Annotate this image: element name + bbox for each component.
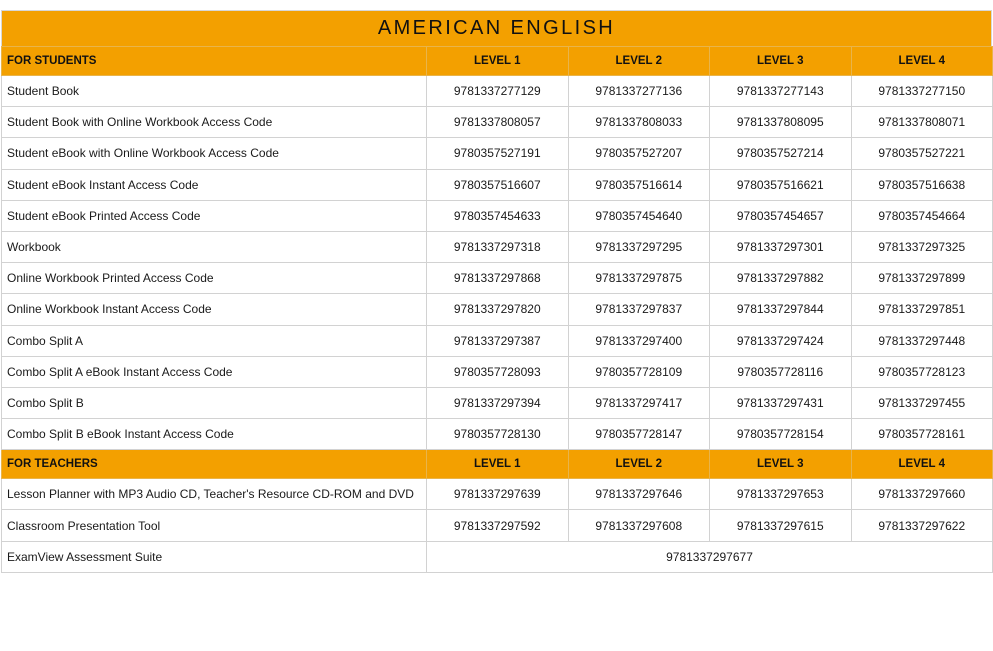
- isbn-cell-level-1: 9781337297394: [427, 387, 569, 418]
- teachers-level-4-header: LEVEL 4: [851, 450, 993, 479]
- isbn-cell-level-1: 9780357516607: [427, 169, 569, 200]
- isbn-cell-level-2: 9781337297837: [568, 294, 710, 325]
- product-name-cell: Student eBook Instant Access Code: [2, 169, 427, 200]
- teachers-level-2-header: LEVEL 2: [568, 450, 710, 479]
- product-name-cell: Student eBook Printed Access Code: [2, 200, 427, 231]
- students-level-2-header: LEVEL 2: [568, 47, 710, 76]
- product-name-cell: Combo Split A: [2, 325, 427, 356]
- product-name-cell: Classroom Presentation Tool: [2, 510, 427, 541]
- table-row: [2, 169, 993, 200]
- product-name-cell: Student eBook with Online Workbook Access Code: [2, 138, 427, 169]
- isbn-cell-level-2: 9781337297417: [568, 387, 710, 418]
- table-row: [2, 356, 993, 387]
- table-row: [2, 76, 993, 107]
- isbn-cell-level-4: 9781337297448: [851, 325, 993, 356]
- teachers-section-label: FOR TEACHERS: [2, 450, 427, 479]
- isbn-cell-level-3: 9781337297615: [710, 510, 852, 541]
- isbn-cell-level-4: 9781337277150: [851, 76, 993, 107]
- isbn-cell-level-1: 9780357728130: [427, 419, 569, 450]
- isbn-cell-level-1: 9780357527191: [427, 138, 569, 169]
- isbn-cell-level-4: 9780357516638: [851, 169, 993, 200]
- product-name-cell: Lesson Planner with MP3 Audio CD, Teacher's Resource CD-ROM and DVD: [2, 479, 427, 510]
- product-name-cell: Combo Split A eBook Instant Access Code: [2, 356, 427, 387]
- isbn-cell-level-1: 9781337277129: [427, 76, 569, 107]
- isbn-cell-level-4: 9781337297455: [851, 387, 993, 418]
- isbn-cell-level-3: 9780357728154: [710, 419, 852, 450]
- table-row: [2, 541, 993, 572]
- product-name-cell: Combo Split B eBook Instant Access Code: [2, 419, 427, 450]
- isbn-cell-level-3: 9781337297882: [710, 263, 852, 294]
- isbn-table: [1, 46, 993, 573]
- table-row: [2, 510, 993, 541]
- isbn-cell-level-4: 9780357728123: [851, 356, 993, 387]
- isbn-cell-level-2: 9781337297608: [568, 510, 710, 541]
- isbn-cell-level-2: 9781337808033: [568, 107, 710, 138]
- isbn-cell-level-4: 9781337297622: [851, 510, 993, 541]
- table-row: [2, 294, 993, 325]
- table-row: [2, 138, 993, 169]
- isbn-cell-level-3: 9781337808095: [710, 107, 852, 138]
- table-row: [2, 200, 993, 231]
- isbn-cell-level-3: 9781337297301: [710, 231, 852, 262]
- isbn-cell-level-1: 9780357454633: [427, 200, 569, 231]
- teachers-level-1-header: LEVEL 1: [427, 450, 569, 479]
- isbn-cell-level-1: 9781337297592: [427, 510, 569, 541]
- isbn-table-sheet: [1, 10, 992, 573]
- isbn-cell-level-2: 9780357728147: [568, 419, 710, 450]
- isbn-cell-level-3: 9780357516621: [710, 169, 852, 200]
- isbn-cell-level-1: 9781337808057: [427, 107, 569, 138]
- product-name-cell: ExamView Assessment Suite: [2, 541, 427, 572]
- isbn-cell-level-1: 9781337297387: [427, 325, 569, 356]
- students-section-label: FOR STUDENTS: [2, 47, 427, 76]
- isbn-cell-level-4: 9780357728161: [851, 419, 993, 450]
- students-level-1-header: LEVEL 1: [427, 47, 569, 76]
- isbn-cell-level-2: 9781337297875: [568, 263, 710, 294]
- isbn-cell-level-2: 9781337277136: [568, 76, 710, 107]
- isbn-cell-level-2: 9781337297400: [568, 325, 710, 356]
- isbn-cell-level-4: 9780357527221: [851, 138, 993, 169]
- isbn-cell-level-4: 9781337297325: [851, 231, 993, 262]
- table-row: [2, 387, 993, 418]
- table-row: [2, 231, 993, 262]
- table-title: AMERICAN ENGLISH: [377, 17, 616, 39]
- product-name-cell: Student Book with Online Workbook Access Code: [2, 107, 427, 138]
- isbn-cell-level-2: 9780357728109: [568, 356, 710, 387]
- isbn-cell-level-4: 9781337297899: [851, 263, 993, 294]
- product-name-cell: Student Book: [2, 76, 427, 107]
- isbn-cell-level-3: 9781337297431: [710, 387, 852, 418]
- table-row: [2, 325, 993, 356]
- isbn-cell-level-2: 9781337297295: [568, 231, 710, 262]
- product-name-cell: Combo Split B: [2, 387, 427, 418]
- isbn-cell-level-3: 9780357454657: [710, 200, 852, 231]
- isbn-cell-level-4: 9781337297660: [851, 479, 993, 510]
- isbn-cell-level-2: 9780357454640: [568, 200, 710, 231]
- isbn-cell-level-3: 9780357527214: [710, 138, 852, 169]
- table-row: [2, 107, 993, 138]
- isbn-cell-level-3: 9781337297844: [710, 294, 852, 325]
- product-name-cell: Online Workbook Instant Access Code: [2, 294, 427, 325]
- product-name-cell: Workbook: [2, 231, 427, 262]
- isbn-cell-level-1: 9781337297639: [427, 479, 569, 510]
- isbn-cell-level-2: 9780357527207: [568, 138, 710, 169]
- isbn-cell-level-4: 9781337808071: [851, 107, 993, 138]
- isbn-cell-level-3: 9780357728116: [710, 356, 852, 387]
- teachers-level-3-header: LEVEL 3: [710, 450, 852, 479]
- teachers-header-row: [2, 450, 993, 479]
- isbn-cell-level-1: 9781337297820: [427, 294, 569, 325]
- isbn-cell-level-4: 9781337297851: [851, 294, 993, 325]
- students-level-4-header: LEVEL 4: [851, 47, 993, 76]
- students-header-row: [2, 47, 993, 76]
- isbn-cell-level-3: 9781337297653: [710, 479, 852, 510]
- table-row: [2, 419, 993, 450]
- isbn-cell-level-1: 9780357728093: [427, 356, 569, 387]
- isbn-cell-level-3: 9781337297424: [710, 325, 852, 356]
- table-row: [2, 263, 993, 294]
- students-level-3-header: LEVEL 3: [710, 47, 852, 76]
- isbn-cell-level-1: 9781337297868: [427, 263, 569, 294]
- isbn-cell-level-1: 9781337297318: [427, 231, 569, 262]
- isbn-cell-level-2: 9780357516614: [568, 169, 710, 200]
- isbn-table-body: [2, 47, 993, 573]
- table-row: [2, 479, 993, 510]
- table-title-bar: [1, 10, 992, 46]
- isbn-cell-level-2: 9781337297646: [568, 479, 710, 510]
- isbn-cell-all-levels: 9781337297677: [427, 541, 993, 572]
- isbn-cell-level-3: 9781337277143: [710, 76, 852, 107]
- product-name-cell: Online Workbook Printed Access Code: [2, 263, 427, 294]
- isbn-cell-level-4: 9780357454664: [851, 200, 993, 231]
